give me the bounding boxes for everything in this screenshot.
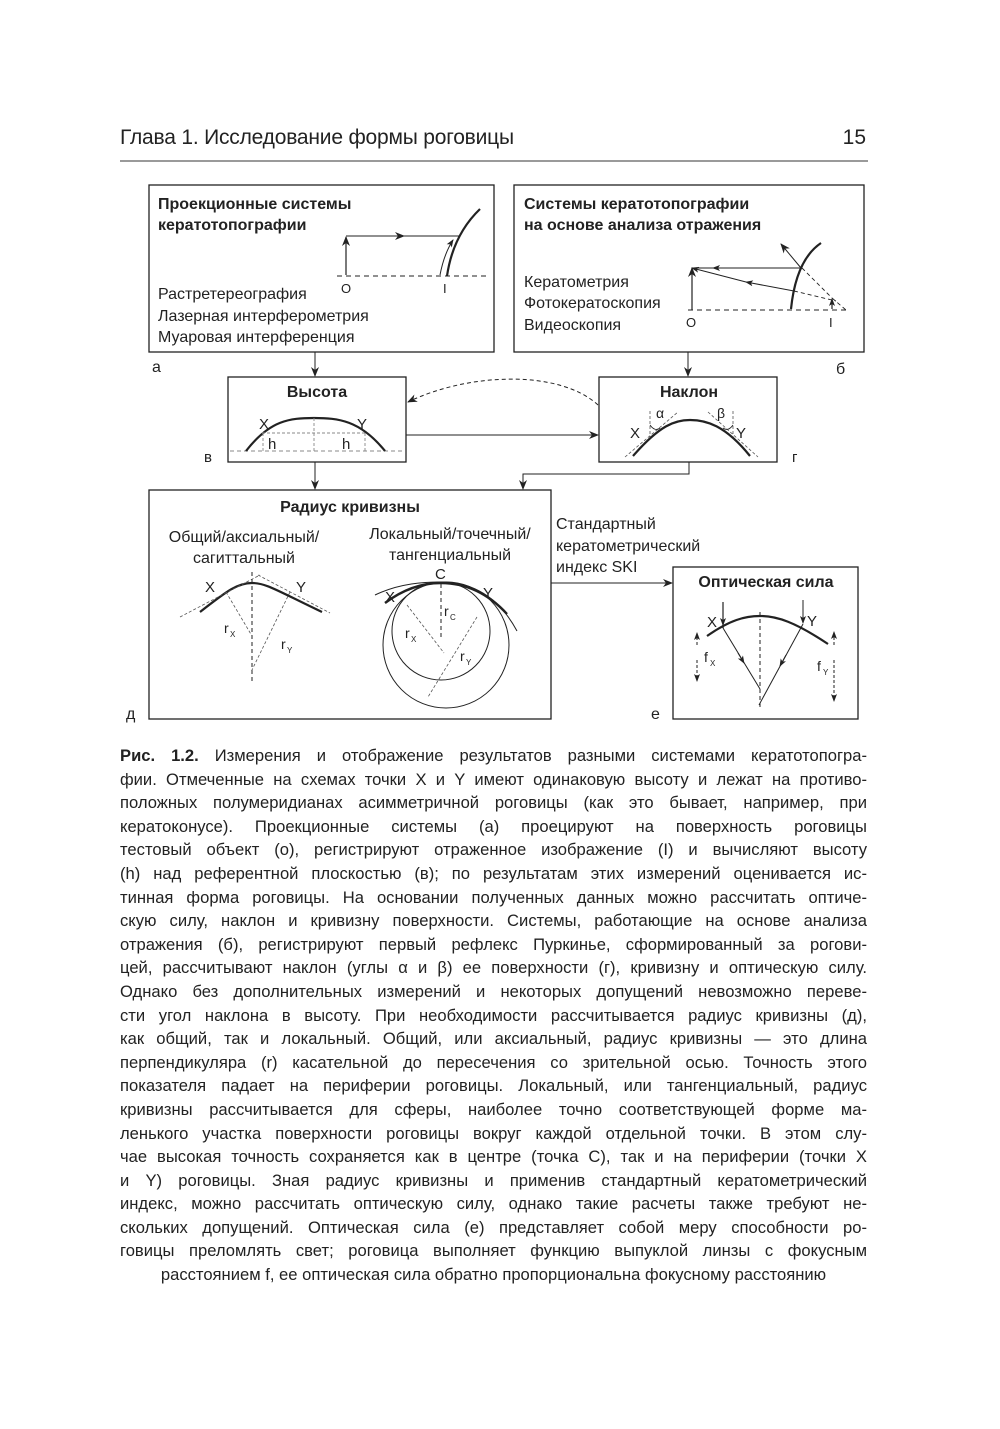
caption-line: расстоянием f, ее оптическая сила обратно пропорциональна фокусному расстоянию — [160, 1265, 827, 1285]
panel-b-title-2: на основе анализа отражения — [524, 217, 762, 234]
panel-v-title: Высота — [286, 384, 348, 401]
ski-label-3: индекс SKI — [556, 559, 638, 576]
angle-beta: β — [717, 405, 726, 421]
reflected-ray-b — [746, 282, 794, 291]
height-label-y: h — [342, 436, 351, 453]
caption-line: фии. Отмеченные на схемах точки X и Y имеют одинаковую высоту и лежат на противо- — [120, 769, 867, 789]
point-o-a: O — [341, 281, 352, 296]
svg-text:Y: Y — [823, 668, 829, 677]
panel-a-title-1: Проекционные системы — [158, 196, 352, 213]
tangent-axial-x — [180, 575, 260, 617]
caption-line: чае высокая точность сохраняется как в центре (точка С), так и на периферии (точки X — [120, 1147, 867, 1167]
point-x-e: X — [707, 614, 718, 631]
focal-label-fx — [704, 649, 716, 668]
panel-g-letter: г — [792, 449, 798, 466]
reflected-ray-b2 — [692, 268, 746, 282]
height-label-x: h — [268, 436, 277, 453]
caption-line: скольких допущений. Оптическая сила (е) представляет собой меру способности ро- — [120, 1217, 867, 1237]
radius-y-tangential — [428, 617, 477, 697]
chapter-title: Глава 1. Исследование формы роговицы — [120, 126, 514, 149]
virtual-ray-b3 — [832, 298, 846, 310]
svg-text:r: r — [224, 620, 229, 636]
tangent-axial-y — [258, 575, 330, 613]
normal-arrow-b — [781, 244, 801, 268]
caption-line: кривизны рассчитывается для сферы, наиболее точно соответствующей форме ма- — [120, 1099, 867, 1119]
axial-subtitle-2: сагиттальный — [193, 550, 295, 567]
panel-e-title: Оптическая сила — [698, 574, 834, 591]
caption-line: Рис. 1.2. Измерения и отображение результатов разными системами кератотопогра- — [120, 746, 867, 765]
svg-text:Y: Y — [287, 646, 293, 655]
caption-line: и Y) роговицы. Зная радиус кривизны и применив стандартный кератометрический — [120, 1170, 867, 1190]
svg-text:X: X — [230, 630, 236, 639]
panel-d — [126, 490, 551, 723]
panel-b-method-2: Фотокератоскопия — [524, 295, 661, 312]
panel-b-letter: б — [836, 361, 846, 378]
caption-line: говицы преломлять свет; роговица выполняет функцию выпуклой линзы с фокусным — [120, 1241, 867, 1261]
caption-line: ленького участка поверхности роговицы вокруг каждой отдельной точки. В этом слу- — [120, 1123, 867, 1143]
point-x-tangential: X — [385, 589, 396, 606]
tangential-subtitle-1: Локальный/точечный/ — [369, 526, 531, 543]
caption-line: показателя падает на периферии роговицы. Локальный, или тангенциальный, радиус — [120, 1076, 867, 1096]
point-y-e: Y — [807, 613, 818, 630]
caption-line: как общий, так и локальный. Общий, или аксиальный, радиус кривизны — это длина — [120, 1029, 867, 1049]
panel-a-method-3: Муаровая интерференция — [158, 329, 355, 346]
point-x-g: X — [630, 425, 641, 442]
caption-line: кератоконусе). Проекционные системы (а) проецируют на поверхность роговицы — [120, 816, 867, 836]
refracted-arrow-x — [738, 653, 744, 663]
svg-text:f: f — [817, 658, 821, 674]
point-c-tangential: C — [435, 566, 446, 583]
svg-text:Y: Y — [466, 658, 472, 667]
panel-a-letter: а — [152, 359, 161, 376]
cornea-curve-b — [791, 243, 821, 309]
point-o-b: O — [686, 315, 697, 330]
svg-text:r: r — [444, 603, 449, 619]
caption-line: Однако без дополнительных измерений и некоторых допущений невозможно переве- — [120, 981, 867, 1001]
focal-label-fy — [817, 658, 829, 677]
svg-text:r: r — [405, 625, 410, 641]
point-y-v: Y — [357, 416, 368, 433]
panel-b-title-1: Системы кератотопографии — [524, 196, 750, 213]
figure-label: Рис. 1.2. — [120, 746, 199, 765]
panel-v-letter: в — [204, 449, 212, 466]
ski-label-2: кератометрический — [556, 538, 701, 555]
point-i-a: I — [443, 281, 447, 296]
radius-label-rx-tangential — [405, 625, 417, 644]
point-x-axial: X — [205, 579, 216, 596]
point-y-axial: Y — [296, 579, 307, 596]
caption-line: перпендикуляра (r) касательной до пересечения со зрительной осью. Точность этого — [120, 1052, 867, 1072]
svg-text:r: r — [281, 636, 286, 652]
point-x-v: X — [259, 416, 270, 433]
caption-line: отражения (б), регистрируют первый рефлекс Пуркинье, сформированный за рогови- — [120, 934, 867, 954]
panel-g — [599, 377, 798, 466]
figure-caption — [120, 744, 867, 1287]
virtual-ray-b2 — [794, 291, 836, 301]
svg-text:C: C — [450, 613, 456, 622]
svg-text:r: r — [460, 648, 465, 664]
page-number: 15 — [842, 126, 866, 149]
radius-label-rx-axial — [224, 620, 236, 639]
panel-b-method-1: Кератометрия — [524, 274, 629, 291]
caption-line: индекс, можно рассчитать оптическую силу, однако такие расчеты также требуют не- — [120, 1194, 867, 1214]
panel-a — [149, 185, 494, 376]
radius-y-axial — [251, 592, 290, 672]
panel-e-letter: е — [651, 706, 660, 723]
radius-label-rc — [444, 603, 456, 622]
point-y-tangential: Y — [483, 585, 494, 602]
ski-label-1: Стандартный — [556, 516, 656, 533]
point-y-g: Y — [736, 425, 747, 442]
caption-line: (h) над референтной плоскостью (в); по результатам этих измерений оценивается ис- — [120, 863, 867, 883]
tangential-subtitle-2: тангенциальный — [388, 547, 512, 564]
panel-b — [514, 185, 864, 378]
panel-d-letter: д — [126, 706, 136, 723]
caption-line: цей, рассчитывают наклон (углы α и β) ее поверхности (г), кривизну и оптическую силу. — [120, 958, 867, 978]
refracted-arrow-y — [780, 655, 786, 666]
axial-subtitle-1: Общий/аксиальный/ — [168, 529, 320, 546]
arrow-g-to-v-dashed — [408, 379, 598, 405]
caption-line: скую силу, наклон и кривизну поверхности. Системы, работающие на основе анализа — [120, 911, 867, 931]
svg-text:f: f — [704, 649, 708, 665]
point-i-b: I — [829, 315, 833, 330]
panel-e — [651, 567, 858, 723]
svg-text:X: X — [710, 659, 716, 668]
panel-a-method-1: Растретереография — [158, 286, 307, 303]
panel-v — [204, 377, 406, 466]
caption-line: сти угол наклона в высоту. При необходимости рассчитывается радиус кривизны (д), — [120, 1005, 867, 1025]
caption-line: тинная форма роговицы. На основании полученных данных можно рассчитать оптиче- — [120, 887, 867, 907]
caption-line: тестовый объект (о), регистрируют отраженное изображение (I) и вычисляют высоту — [120, 840, 867, 860]
caption-line: положных полумеридианах асимметричной роговицы (как это бывает, например, при — [120, 793, 867, 813]
radius-label-ry-tangential — [460, 648, 472, 667]
radius-label-ry-axial — [281, 636, 293, 655]
panel-g-title: Наклон — [659, 384, 719, 401]
angle-alpha: α — [656, 405, 665, 421]
panel-a-title-2: кератотопографии — [158, 217, 307, 234]
svg-text:X: X — [411, 635, 417, 644]
panel-a-method-2: Лазерная интерферометрия — [158, 308, 369, 325]
radius-x-tangential — [407, 605, 444, 653]
virtual-ray-b1 — [802, 268, 832, 298]
panel-d-title: Радиус кривизны — [280, 499, 420, 516]
panel-b-method-3: Видеоскопия — [524, 317, 622, 334]
arrow-g-to-d — [523, 462, 689, 489]
angle-alpha-arc — [650, 425, 660, 429]
